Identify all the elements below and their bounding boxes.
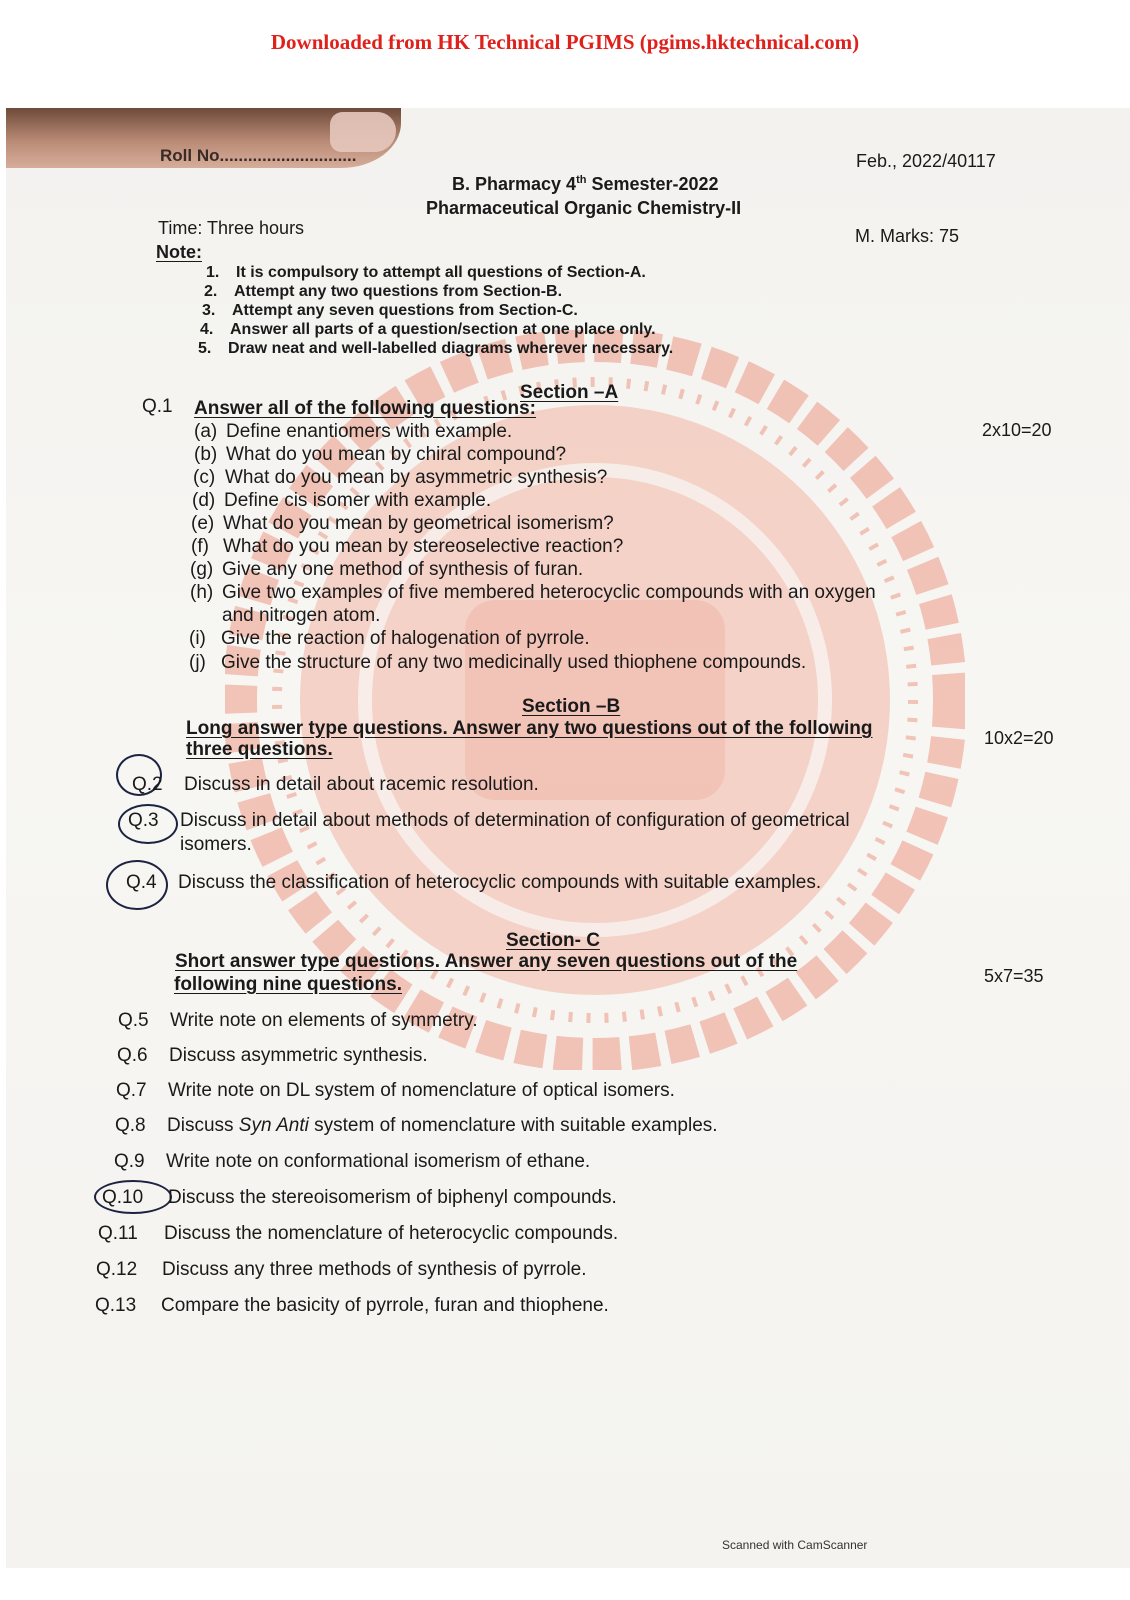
section-a-instruction: Answer all of the following questions:: [194, 398, 537, 419]
question-q11: Q.11 Discuss the nomenclature of heterocyclic compounds.: [98, 1223, 619, 1244]
note-label: Note:: [156, 242, 202, 262]
question-q12: Q.12 Discuss any three methods of synthesis of pyrrole.: [96, 1259, 587, 1280]
section-c-instruction: Short answer type questions. Answer any seven questions out of the: [175, 951, 798, 972]
section-b-instruction-cont: three questions.: [186, 739, 333, 760]
question-q13: Q.13 Compare the basicity of pyrrole, furan and thiophene.: [95, 1295, 609, 1316]
section-b-title: Section –B: [522, 696, 621, 717]
section-c-instruction-cont: following nine questions.: [174, 974, 402, 995]
question-q9: Q.9 Write note on conformational isomerism of ethane.: [114, 1151, 591, 1172]
q1-subquestion: (e) What do you mean by geometrical isomerism?: [191, 513, 614, 534]
q1-subquestion: (a) Define enantiomers with example.: [194, 421, 513, 442]
section-c-title: Section- C: [506, 930, 600, 951]
question-q5: Q.5 Write note on elements of symmetry.: [118, 1010, 478, 1031]
exam-date-code: Feb., 2022/40117: [856, 151, 996, 171]
q1-number: Q.1: [142, 396, 173, 417]
q1-subquestion: (i) Give the reaction of halogenation of pyrrole.: [189, 628, 590, 649]
question-q3-continued: isomers.: [180, 834, 252, 855]
question-q4: Q.4 Discuss the classification of heterocyclic compounds with suitable examples.: [126, 872, 822, 893]
section-c-marks: 5x7=35: [984, 966, 1044, 986]
section-b-instruction: Long answer type questions. Answer any two questions out of the following: [186, 718, 873, 739]
q1-subquestion: (b) What do you mean by chiral compound?: [194, 444, 567, 465]
time-line: Time: Three hours: [158, 218, 305, 238]
question-q3: Q.3 Discuss in detail about methods of determination of configuration of geometrical: [128, 810, 850, 831]
question-q7: Q.7 Write note on DL system of nomenclature of optical isomers.: [116, 1080, 675, 1101]
q1-subquestion: (g) Give any one method of synthesis of furan.: [190, 559, 584, 580]
roll-number-field: Roll No.............................: [160, 146, 357, 165]
question-q10: Q.10 Discuss the stereoisomerism of biphenyl compounds.: [102, 1187, 617, 1208]
course-line: B. Pharmacy 4th Semester-2022: [452, 174, 719, 194]
q1-subquestion: (d) Define cis isomer with example.: [192, 490, 492, 511]
note-item: 5. Draw neat and well-labelled diagrams wherever necessary.: [198, 340, 674, 357]
question-q2: Q.2 Discuss in detail about racemic resolution.: [132, 774, 539, 795]
note-item: 1. It is compulsory to attempt all questions of Section-A.: [206, 264, 646, 281]
note-item: 3. Attempt any seven questions from Section-C.: [202, 302, 578, 319]
question-q6: Q.6 Discuss asymmetric synthesis.: [117, 1045, 428, 1066]
section-a-marks: 2x10=20: [982, 420, 1052, 440]
max-marks: M. Marks: 75: [855, 226, 960, 246]
section-a-title: Section –A: [520, 382, 619, 403]
q1-subquestion: (f) What do you mean by stereoselective reaction?: [191, 536, 624, 557]
note-item: 2. Attempt any two questions from Section-B.: [204, 283, 563, 300]
q1-subquestion: (j) Give the structure of any two medicinally used thiophene compounds.: [189, 652, 807, 673]
download-source-line: Downloaded from HK Technical PGIMS (pgims.hktechnical.com): [270, 30, 860, 54]
note-item: 4. Answer all parts of a question/section at one place only.: [200, 321, 656, 338]
q1-subquestion: (h) Give two examples of five membered heterocyclic compounds with an oxygen: [190, 582, 876, 603]
question-q8: Q.8 Discuss Syn Anti system of nomenclature with suitable examples.: [115, 1115, 718, 1136]
scanner-watermark: Scanned with CamScanner: [722, 1538, 868, 1552]
q1-subquestion: (c) What do you mean by asymmetric synthesis?: [193, 467, 608, 488]
subject-line: Pharmaceutical Organic Chemistry-II: [426, 198, 742, 218]
q1-subquestion-continued: and nitrogen atom.: [222, 605, 381, 626]
section-b-marks: 10x2=20: [984, 728, 1054, 748]
